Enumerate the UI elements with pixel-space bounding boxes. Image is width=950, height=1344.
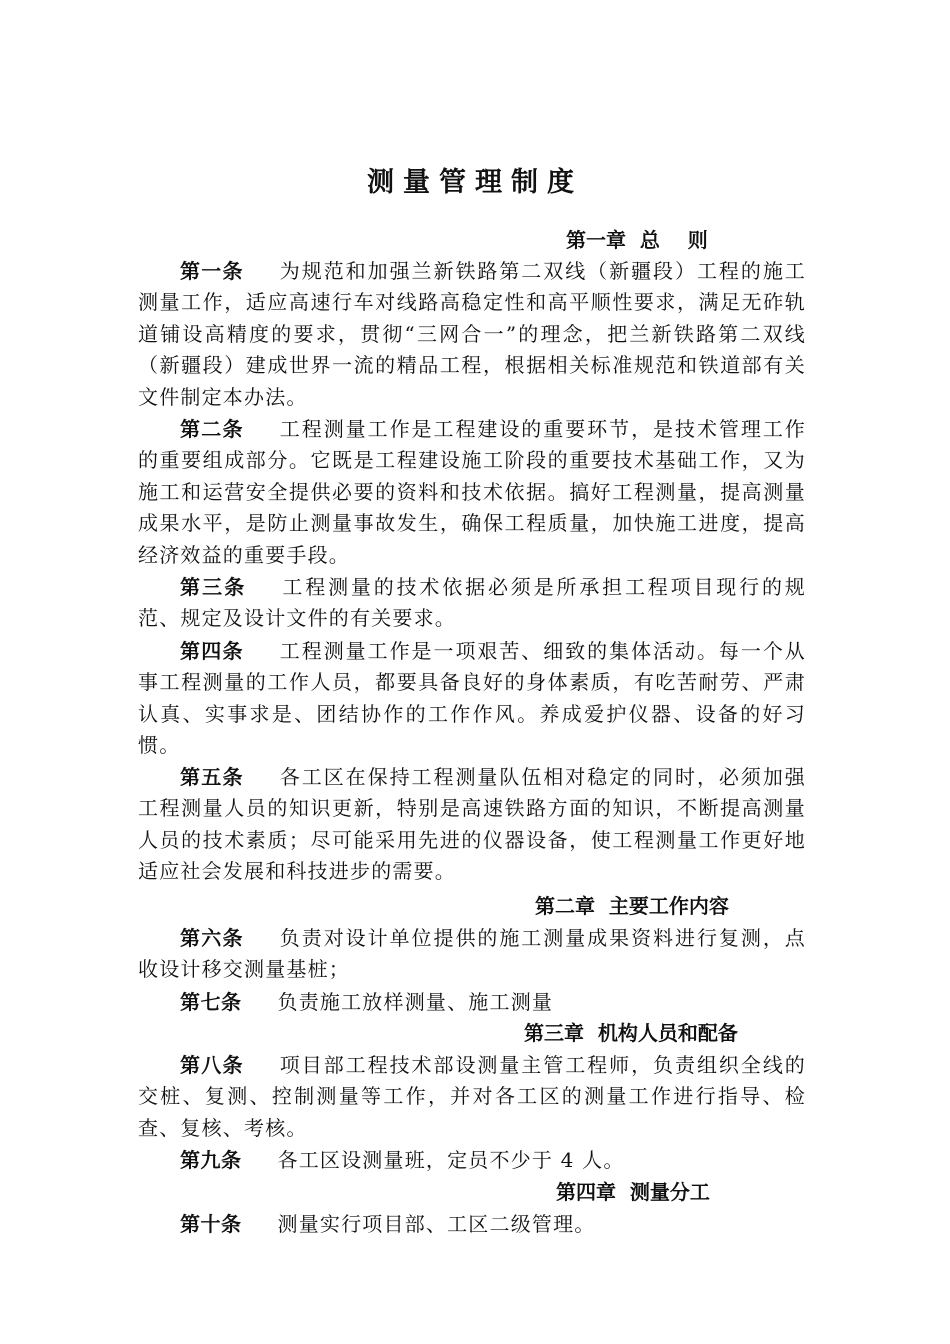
article-8: [138, 1050, 806, 1144]
article-number: 第八条: [180, 1053, 244, 1077]
document-title: 测量管理制度: [367, 167, 583, 198]
article-number: 第十条: [180, 1212, 242, 1236]
article-7: [138, 987, 806, 1018]
article-text: 各工区在保持工程测量队伍相对稳定的同时，必须加强工程测量人员的知识更新，特别是高速铁路方面的知识，不断提高测量人员的技术素质；尽可能采用先进的仪器设备，使工程测量工作更好地适应社会发展和科技进步的需要。: [138, 765, 806, 884]
chapter-heading: 第二章 主要工作内容: [535, 894, 729, 918]
article-number: 第五条: [180, 765, 244, 789]
chapter-heading: 第四章 测量分工: [556, 1180, 710, 1204]
chapter-heading: 第一章 总 则: [566, 228, 708, 252]
article-text: 负责对设计单位提供的施工测量成果资料进行复测，点收设计移交测量基桩；: [138, 926, 806, 982]
article-text: 测量实行项目部、工区二级管理。: [277, 1212, 596, 1236]
article-number: 第一条: [180, 259, 244, 283]
article-number: 第三条: [180, 575, 247, 599]
article-number: 第九条: [180, 1148, 242, 1172]
article-text: 工程测量工作是一项艰苦、细致的集体活动。每一个从事工程测量的工作人员，都要具备良好的身体素质，有吃苦耐劳、严肃认真、实事求是、团结协作的工作作风。养成爱护仪器、设备的好习惯。: [138, 639, 806, 758]
article-number: 第七条: [180, 990, 242, 1014]
article-3: [138, 572, 806, 635]
article-number: 第四条: [180, 639, 244, 663]
article-9: [138, 1145, 806, 1176]
article-text: 负责施工放样测量、施工测量: [277, 990, 554, 1014]
article-text: 工程测量的技术依据必须是所承担工程项目现行的规范、规定及设计文件的有关要求。: [138, 575, 807, 631]
article-number: 第六条: [180, 926, 244, 950]
chapter-heading: 第三章 机构人员和配备: [524, 1021, 738, 1045]
article-text: 工程测量工作是工程建设的重要环节，是技术管理工作的重要组成部分。它既是工程建设施工阶段的重要技术基础工作，又为施工和运营安全提供必要的资料和技术依据。搞好工程测量，提高测量成果水平，是防止测量事故发生，确保工程质量，加快施工进度，提高经济效益的重要手段。: [138, 417, 806, 567]
article-number: 第二条: [180, 417, 244, 441]
article-2: [138, 414, 806, 571]
article-4: [138, 636, 806, 762]
article-text: 各工区设测量班，定员不少于 4 人。: [277, 1148, 625, 1172]
article-text: 为规范和加强兰新铁路第二双线（新疆段）工程的施工测量工作，适应高速行车对线路高稳定性和高平顺性要求，满足无砟轨道铺设高精度的要求，贯彻“三网合一”的理念，把兰新铁路第二双线（新疆段）建成世界一流的精品工程，根据相关标准规范和铁道部有关文件制定本办法。: [138, 259, 806, 409]
article-5: [138, 762, 806, 888]
article-1: [138, 256, 806, 413]
article-10: [138, 1209, 806, 1240]
article-text: 项目部工程技术部设测量主管工程师，负责组织全线的交桩、复测、控制测量等工作，并对各工区的测量工作进行指导、检查、复核、考核。: [138, 1053, 806, 1140]
article-6: [138, 923, 806, 986]
